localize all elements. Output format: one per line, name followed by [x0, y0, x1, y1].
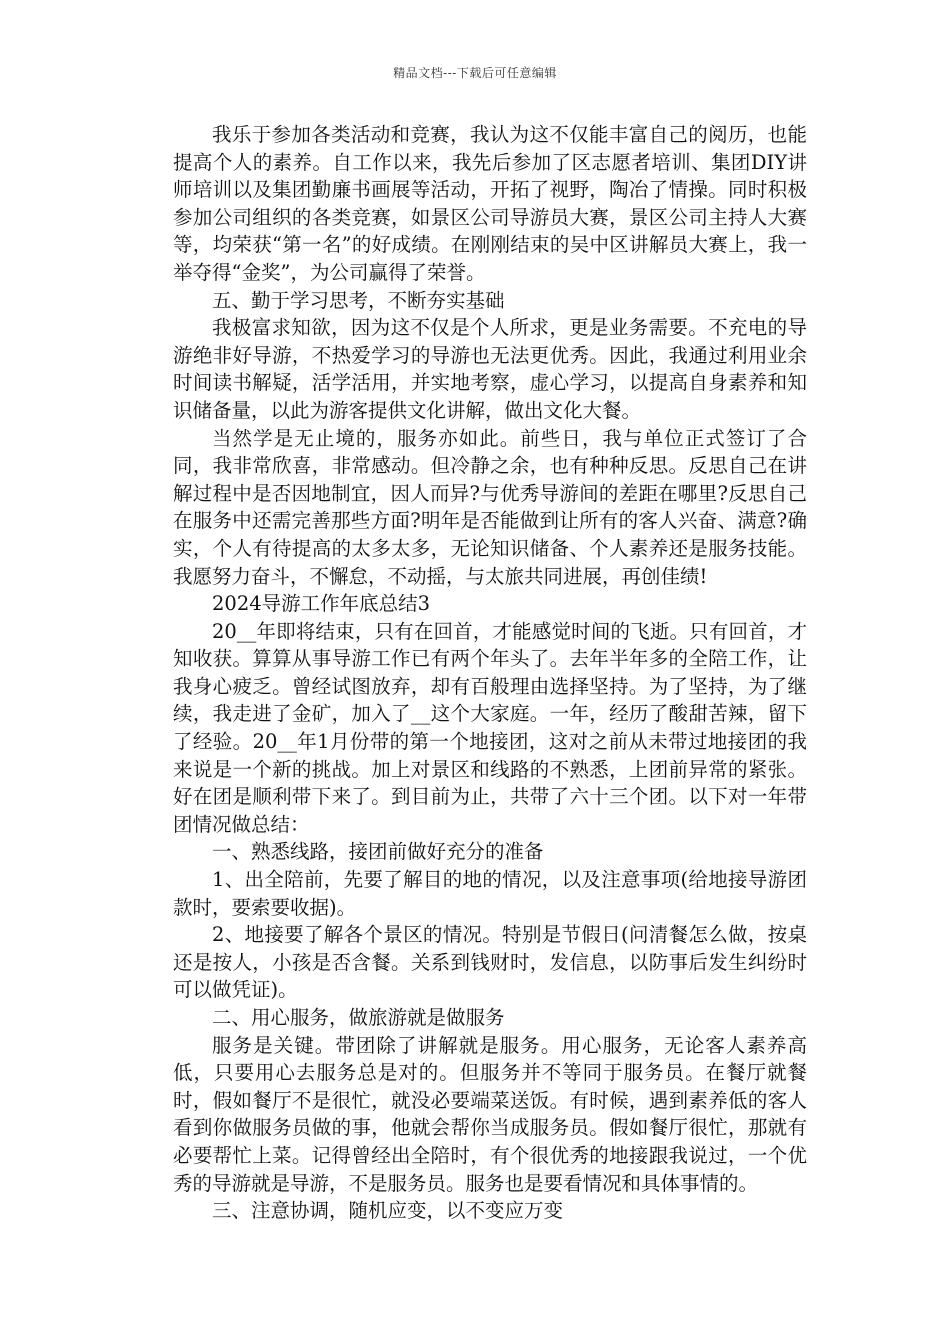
section-heading: 三、注意协调，随机应变，以不变应万变 — [212, 1199, 564, 1223]
section-heading: 二、用心服务，做旅游就是做服务 — [212, 1006, 505, 1029]
paragraph: 我极富求知欲，因为这不仅是个人所求，更是业务需要。不充电的导游绝非好导游，不热爱学习的导游也无法更优秀。因此，我通过利用业余时间读书解疑，活学活用，并实地考察，虚心学习，以提高自身素养和知识储备量，以此为游客提供文化讲解，做出文化大餐。 — [173, 316, 807, 422]
document-title: 2024导游工作年底总结3 — [212, 592, 431, 616]
section-heading: 五、勤于学习思考，不断夯实基础 — [212, 288, 505, 312]
list-item: 1、出全陪前，先要了解目的地的情况，以及注意事项(给地接导游团款时，要索要收据)。 — [173, 868, 807, 919]
paragraph: 当然学是无止境的，服务亦如此。前些日，我与单位正式签订了合同，我非常欣喜，非常感动。但冷静之余，也有种种反思。反思自己在讲解过程中是否因地制宜，因人而异?与优秀导游间的差距在哪里?反思自己在服务中还需完善那些方面?明年是否能做到让所有的客人兴奋、满意?确实，个人有待提高的太多太多，无论知识储备、个人素养还是服务技能。我愿努力奋斗，不懈怠，不动摇，与太旅共同进展，再创佳绩! — [173, 426, 807, 588]
paragraph: 20__年即将结束，只有在回首，才能感觉时间的飞逝。只有回首，才知收获。算算从事导游工作已有两个年头了。去年半年多的全陪工作，让我身心疲乏。曾经试图放弃，却有百般理由选择坚持。为了坚持，为了继续，我走进了金矿，加入了__这个大家庭。一年，经历了酸甜苦辣，留下了经验。20__年1月份带的第一个地接团，这对之前从未带过地接团的我来说是一个新的挑战。加上对景区和线路的不熟悉，上团前异常的紧张。好在团是顺利带下来了。到目前为止，共带了六十三个团。以下对一年带团情况做总结： — [173, 619, 807, 836]
paragraph: 服务是关键。带团除了讲解就是服务。用心服务，无论客人素养高低，只要用心去服务总是对的。但服务并不等同于服务员。在餐厅就餐时，假如餐厅不是很忙，就没必要端菜送饭。有时候，遇到素养低的客人看到你做服务员做的事，他就会帮你当成服务员。假如餐厅很忙，那就有必要帮忙上菜。记得曾经出全陪时，有个很优秀的地接跟我说过，一个优秀的导游就是导游，不是服务员。服务也是要看情况和具体事情的。 — [173, 1033, 807, 1195]
page-header: 精品文档---下载后可任意编辑 — [393, 66, 557, 80]
list-item: 2、地接要了解各个景区的情况。特别是节假日(问清餐怎么做，按桌还是按人，小孩是否含餐。关系到钱财时，发信息，以防事后发生纠纷时可以做凭证)。 — [173, 923, 807, 1002]
document-body — [173, 121, 807, 1225]
paragraph: 我乐于参加各类活动和竞赛，我认为这不仅能丰富自己的阅历，也能提高个人的素养。自工作以来，我先后参加了区志愿者培训、集团DIY讲师培训以及集团勤廉书画展等活动，开拓了视野，陶冶了情操。同时积极参加公司组织的各类竞赛，如景区公司导游员大赛，景区公司主持人大赛等，均荣获“第一名”的好成绩。在刚刚结束的吴中区讲解员大赛上，我一举夺得“金奖”，为公司赢得了荣誉。 — [173, 123, 807, 284]
section-heading: 一、熟悉线路，接团前做好充分的准备 — [212, 840, 544, 864]
